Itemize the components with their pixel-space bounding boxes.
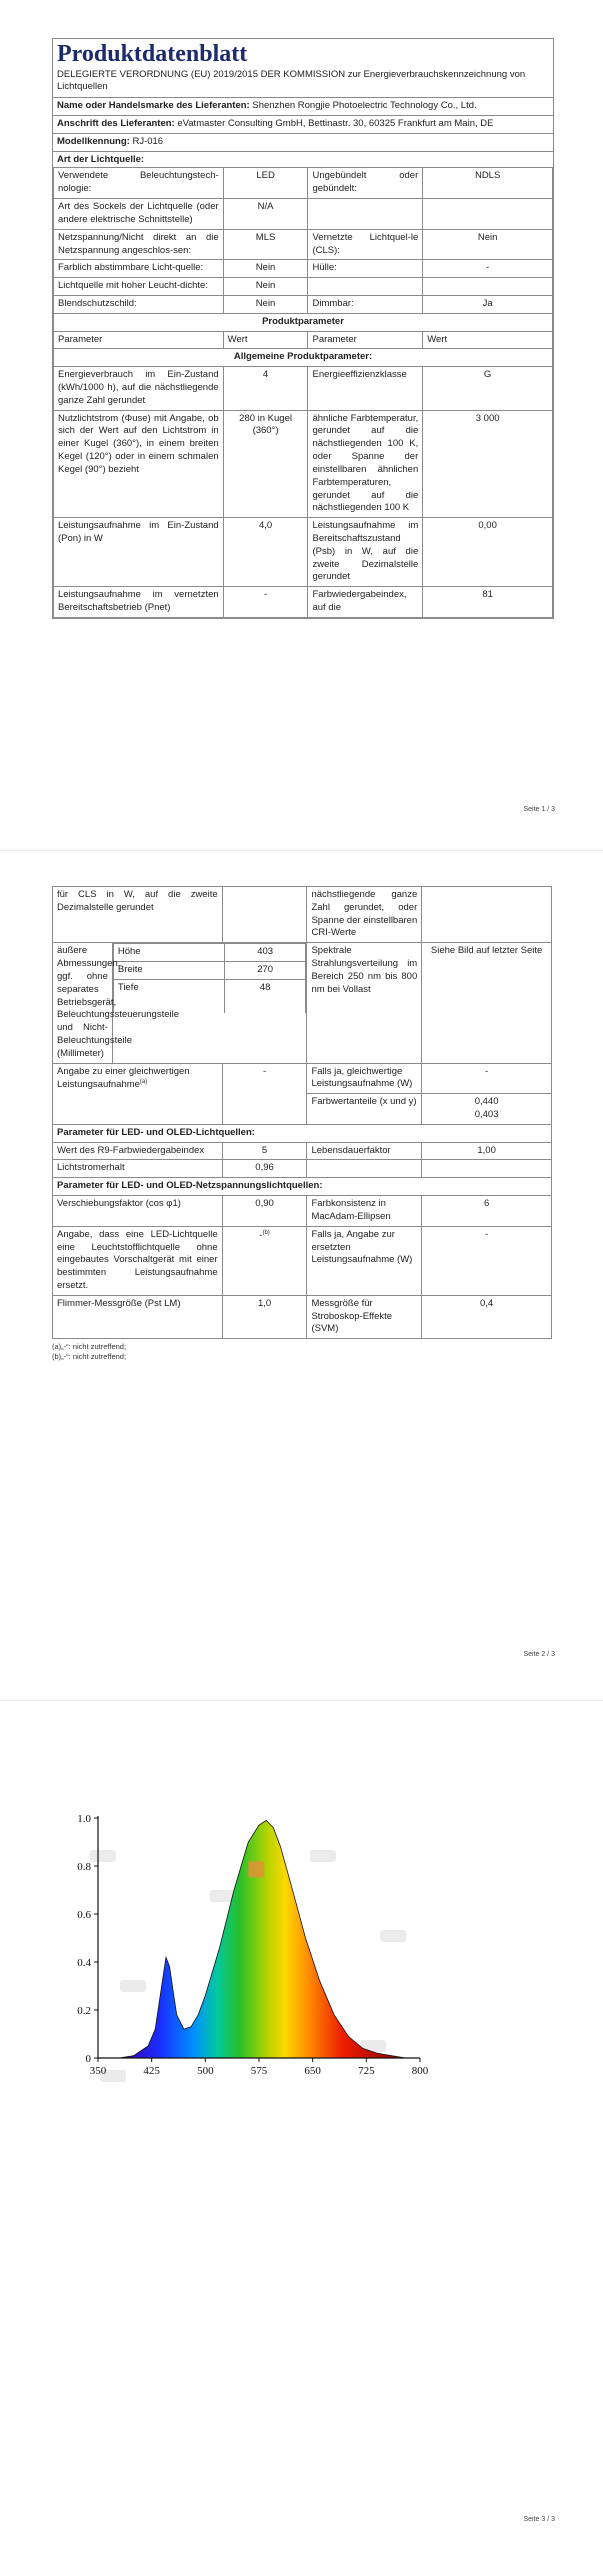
product-params-table <box>53 313 553 618</box>
page-number-2: Seite 2 / 3 <box>523 1651 555 1658</box>
y-tick-label: 1.0 <box>77 1813 91 1825</box>
supplier-name-value: Shenzhen Rongjie Photoelectric Technology Co., Ltd. <box>252 100 477 112</box>
equiv-sup: (a) <box>139 1079 148 1086</box>
cont-label-1: für CLS in W, auf die zweite Dezimalstelle gerundet <box>53 887 223 943</box>
general-params-heading: Allgemeine Produktparameter: <box>54 349 553 367</box>
page-number-3: Seite 3 / 3 <box>523 2516 555 2523</box>
row-label <box>308 278 423 296</box>
param-label: Leistungsaufnahme im Bereitschaftszustand (Psb) in W, auf die zweite Dezimalstelle gerundet <box>308 518 423 587</box>
dimension-name: Höhe <box>113 944 224 962</box>
x-tick-label: 500 <box>197 2065 214 2077</box>
row-label <box>308 199 423 230</box>
param-value: 4 <box>223 367 308 410</box>
datasheet-page-2 <box>52 886 552 1362</box>
light-type-heading: Art der Lichtquelle: <box>53 151 553 169</box>
row-value: Nein <box>223 260 308 278</box>
row-label: Netzspannung/Nicht direkt an die Netzspannung angeschlos-sen: <box>54 229 224 260</box>
param-value: 0,00 <box>423 518 553 587</box>
dimension-row <box>113 962 306 980</box>
y-tick-label: 0 <box>85 2053 91 2065</box>
dims-label: äußere Abmessungen, ggf. ohne separates Betriebsgerät, Beleuchtungssteuerungsteile und Nicht-Beleuchtungsteile (Millimeter) <box>53 943 113 1063</box>
row-value <box>423 278 553 296</box>
page-title: Produktdatenblatt <box>57 41 248 67</box>
supplier-address-value: eVatmaster Consulting GmbH, Bettinastr. 30, 60325 Frankfurt am Main, DE <box>177 118 494 130</box>
dimension-value: 48 <box>224 979 306 1012</box>
col-value-1: Wert <box>223 331 308 349</box>
spectral-value: Siehe Bild auf letzter Seite <box>422 943 552 1063</box>
row-value: - <box>423 260 553 278</box>
cont-label-2: nächstliegende ganze Zahl gerundet, oder Spanne der einstellbaren CRI-Werte <box>307 887 422 943</box>
x-tick-label: 575 <box>250 2065 268 2077</box>
pf-label: Verschiebungsfaktor (cos φ1) <box>53 1196 223 1227</box>
row-label: Dimmbar: <box>308 295 423 313</box>
watermark-mark <box>90 1850 116 1862</box>
strobe-label: Messgröße für Stroboskop-Effekte (SVM) <box>307 1295 422 1338</box>
equiv-value: - <box>222 1063 307 1124</box>
lumen-label: Lichtstromerhalt <box>53 1160 223 1178</box>
row-value: Nein <box>223 278 308 296</box>
equiv-power-value: - <box>422 1063 552 1094</box>
flicker-label: Flimmer-Messgröße (Pst LM) <box>53 1295 223 1338</box>
col-value-2: Wert <box>423 331 553 349</box>
row-label: Hülle: <box>308 260 423 278</box>
x-tick-label: 725 <box>358 2065 375 2077</box>
watermark-mark <box>310 1850 336 1862</box>
row-label: Verwendete Beleuchtungstech-nologie: <box>54 168 224 199</box>
dimension-name: Breite <box>113 962 224 980</box>
dimension-value: 403 <box>224 944 306 962</box>
equiv-power-label: Falls ja, gleichwertige Leistungsaufnahme (W) <box>307 1063 422 1094</box>
replace-power-value: - <box>422 1226 552 1295</box>
row-label: Lichtquelle mit hoher Leucht-dichte: <box>54 278 224 296</box>
param-value: 3 000 <box>423 410 553 518</box>
param-value: - <box>223 587 308 618</box>
param-value: 280 in Kugel (360°) <box>223 410 308 518</box>
page-separator-2 <box>0 1700 603 1701</box>
dims-table <box>113 943 307 1012</box>
x-tick-label: 800 <box>411 2065 429 2077</box>
param-row <box>54 518 553 587</box>
spectral-label: Spektrale Strahlungsverteilung im Bereich 250 nm bis 800 nm bei Vollast <box>307 943 422 1063</box>
watermark-mark <box>380 1930 406 1942</box>
params-continued-table <box>52 886 552 1339</box>
y-tick-label: 0.4 <box>77 1957 91 1969</box>
chroma-label: Farbwertanteile (x und y) <box>307 1094 422 1125</box>
row-label: Ungebündelt oder gebündelt: <box>308 168 423 199</box>
model-label: Modellkennung: <box>57 135 130 147</box>
replace-label: Angabe, dass eine LED-Lichtquelle eine Leuchtstofflichtquelle ohne eingebautes Vorschaltgerät mit einer bestimmten Leistungsaufnahme ersetzt. <box>53 1226 223 1295</box>
param-row <box>54 587 553 618</box>
y-tick-label: 0.8 <box>77 1861 91 1873</box>
row-value: N/A <box>223 199 308 230</box>
row-label: Farblich abstimmbare Licht-quelle: <box>54 260 224 278</box>
x-tick-label: 650 <box>304 2065 321 2077</box>
row-label: Vernetzte Lichtquel-le (CLS): <box>308 229 423 260</box>
logo-mark <box>248 1861 264 1877</box>
equiv-label-cell <box>53 1063 223 1124</box>
equiv-label: Angabe zu einer gleichwertigen Leistungsaufnahme <box>57 1065 190 1091</box>
dimension-row <box>113 944 306 962</box>
replace-value-cell <box>222 1226 307 1295</box>
page-number-1: Seite 1 / 3 <box>523 806 555 813</box>
light-source-table <box>53 167 553 313</box>
light-source-row <box>54 168 553 199</box>
macadam-value: 6 <box>422 1196 552 1227</box>
col-param-1: Parameter <box>54 331 224 349</box>
macadam-label: Farbkonsistenz in MacAdam-Ellipsen <box>307 1196 422 1227</box>
datasheet-page-1 <box>52 38 554 619</box>
lifetime-label: Lebensdauerfaktor <box>307 1142 422 1160</box>
replace-value: - <box>259 1229 263 1241</box>
footnote-b: (b)„-“: nicht zutreffend; <box>52 1352 127 1362</box>
param-label: Leistungsaufnahme im vernetzten Bereitschaftsbetrieb (Pnet) <box>54 587 224 618</box>
param-row <box>54 367 553 410</box>
spectrum-area <box>119 1820 405 2058</box>
row-label: Blendschutzschild: <box>54 295 224 313</box>
light-source-row <box>54 199 553 230</box>
y-tick-label: 0.6 <box>77 1909 91 1921</box>
light-source-row <box>54 278 553 296</box>
param-value: G <box>423 367 553 410</box>
supplier-address-row <box>53 115 553 133</box>
r9-label: Wert des R9-Farbwiedergabeindex <box>53 1142 223 1160</box>
dimension-value: 270 <box>224 962 306 980</box>
light-source-row <box>54 260 553 278</box>
plot-area <box>77 1813 429 2077</box>
model-row <box>53 133 553 151</box>
replace-sup: (b) <box>262 1229 270 1236</box>
param-label: Energieverbrauch im Ein-Zustand (kWh/1000 h), auf die nächstliegende ganze Zahl gerundet <box>54 367 224 410</box>
row-value: Nein <box>423 229 553 260</box>
model-value: RJ-016 <box>132 135 164 147</box>
strobe-value: 0,4 <box>422 1295 552 1338</box>
lifetime-value: 1,00 <box>422 1142 552 1160</box>
param-label: Farbwiedergabeindex, auf die <box>308 587 423 618</box>
light-source-row <box>54 295 553 313</box>
replace-power-label: Falls ja, Angabe zur ersetzten Leistungsaufnahme (W) <box>307 1226 422 1295</box>
chroma-values <box>422 1094 552 1125</box>
row-value: Nein <box>223 295 308 313</box>
regulation-text: DELEGIERTE VERORDNUNG (EU) 2019/2015 DER KOMMISSION zur Energieverbrauchskennzeichnung von Lichtquellen <box>57 68 526 93</box>
product-params-heading: Produktparameter <box>54 313 553 331</box>
row-value <box>423 199 553 230</box>
supplier-address-label: Anschrift des Lieferanten: <box>57 118 175 130</box>
led-heading: Parameter für LED- und OLED-Lichtquellen: <box>53 1124 552 1142</box>
page-separator-1 <box>0 850 603 851</box>
dimension-name: Tiefe <box>113 979 224 1012</box>
row-value: Ja <box>423 295 553 313</box>
x-tick-label: 425 <box>143 2065 160 2077</box>
pf-value: 0,90 <box>222 1196 307 1227</box>
mains-heading: Parameter für LED- und OLED-Netzspannungslichtquellen: <box>53 1178 552 1196</box>
chroma-x: 0,440 <box>474 1096 499 1108</box>
x-tick-label: 350 <box>89 2065 107 2077</box>
footnote-a: (a)„-“: nicht zutreffend; <box>52 1342 127 1352</box>
param-label: Leistungsaufnahme im Ein-Zustand (Pon) in W <box>54 518 224 587</box>
param-value: 81 <box>423 587 553 618</box>
spectrum-chart <box>60 1780 430 2110</box>
watermark-mark <box>120 1980 146 1992</box>
param-value: 4,0 <box>223 518 308 587</box>
row-value: MLS <box>223 229 308 260</box>
row-label: Art des Sockels der Lichtquelle (oder andere elektrische Schnittstelle) <box>54 199 224 230</box>
supplier-name-row <box>53 97 553 115</box>
y-tick-label: 0.2 <box>77 2005 91 2017</box>
param-row <box>54 410 553 518</box>
row-value: NDLS <box>423 168 553 199</box>
lumen-value: 0,96 <box>222 1160 307 1178</box>
flicker-value: 1,0 <box>222 1295 307 1338</box>
chroma-y: 0,403 <box>474 1109 499 1120</box>
param-label: ähnliche Farbtemperatur, gerundet auf die nächstliegenden 100 K, oder Spanne der einstellbaren ähnlichen Farbtemperaturen, gerundet auf die nächstliegenden 100 K <box>308 410 423 518</box>
spectrum-svg <box>60 1780 430 2110</box>
row-value: LED <box>223 168 308 199</box>
r9-value: 5 <box>222 1142 307 1160</box>
param-label: Nutzlichtstrom (Φuse) mit Angabe, ob sich der Wert auf den Lichtstrom in einer Kugel (360°), in einem breiten Kegel (120°) oder in einem schmalen Kegel (90°) bezieht <box>54 410 224 518</box>
col-param-2: Parameter <box>308 331 423 349</box>
supplier-name-label: Name oder Handelsmarke des Lieferanten: <box>57 100 250 112</box>
dimension-row <box>113 979 306 1012</box>
light-source-row <box>54 229 553 260</box>
param-label: Energieeffizienzklasse <box>308 367 423 410</box>
